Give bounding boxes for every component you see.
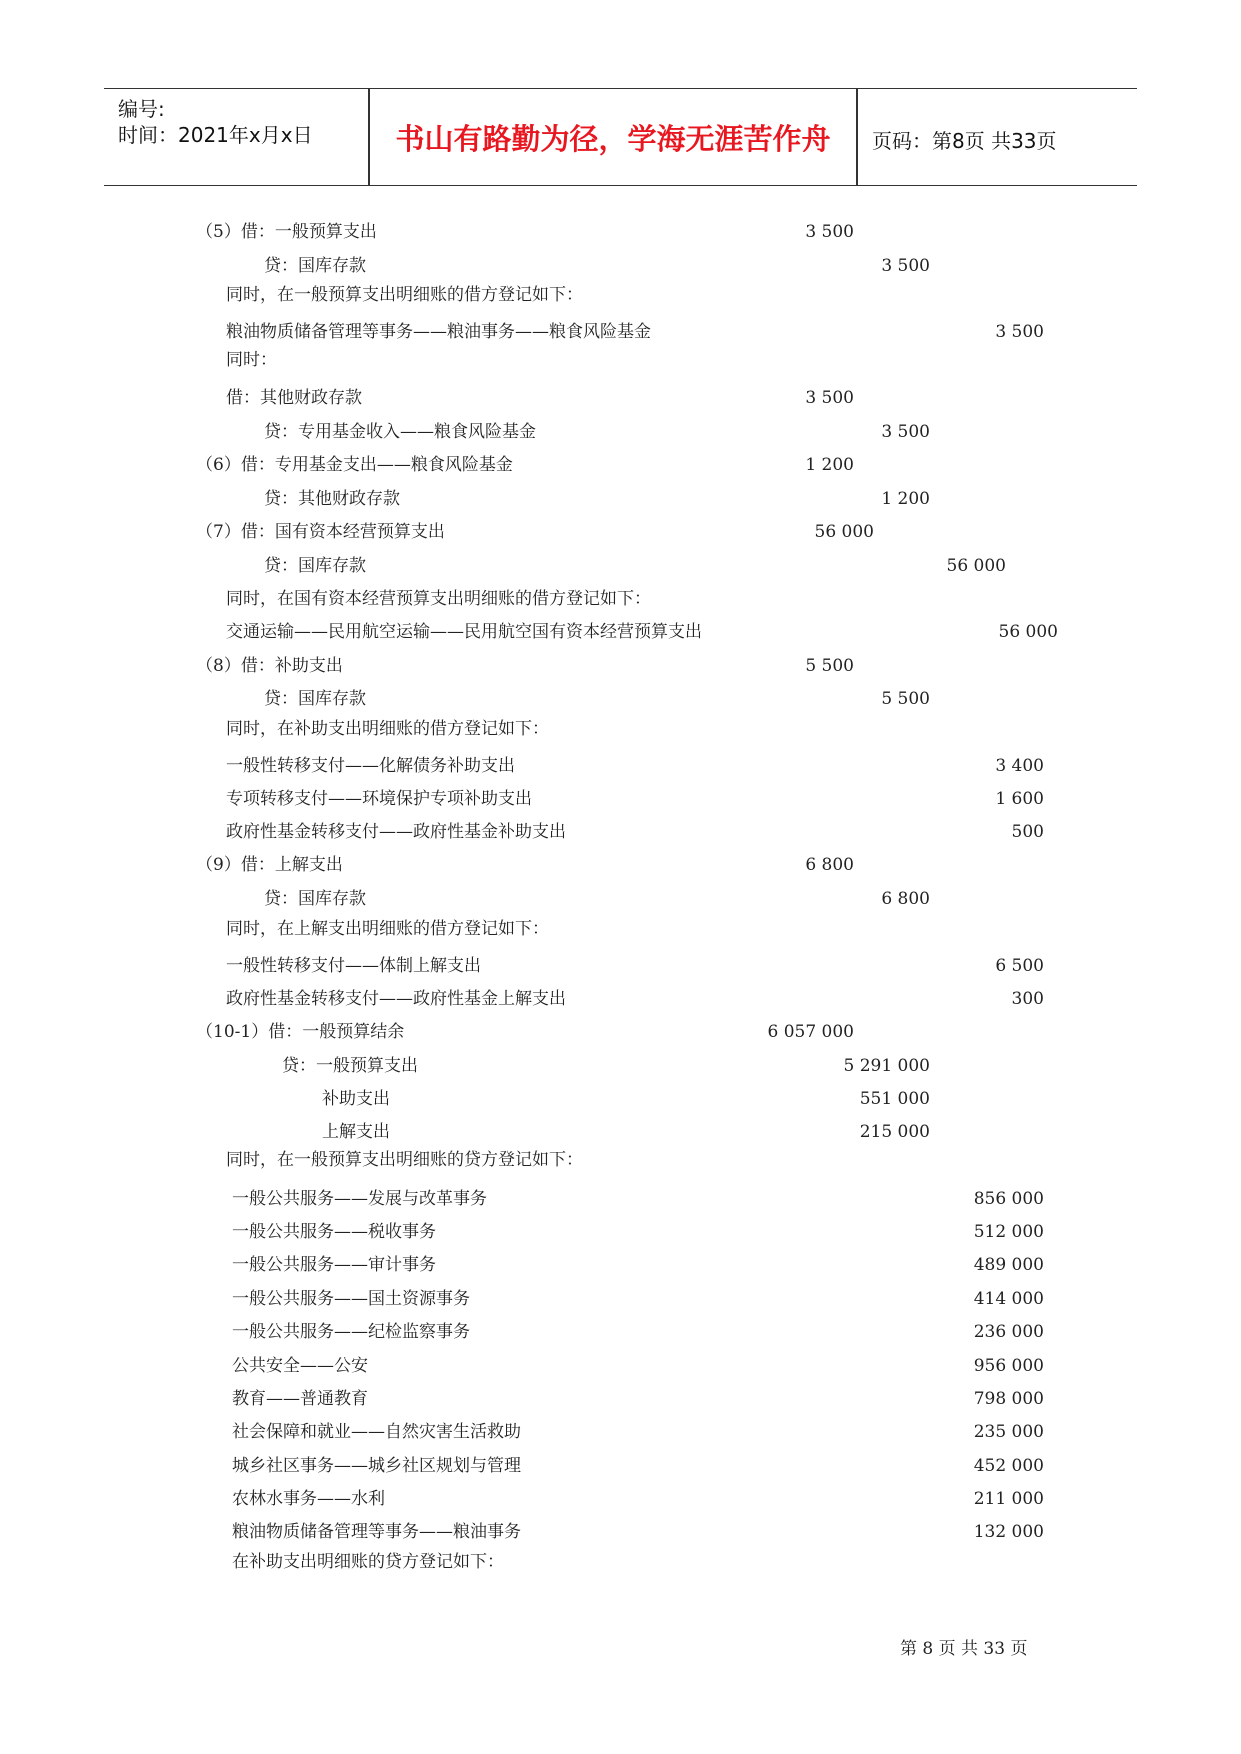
entry-line: （5）借：一般预算支出 [196,222,377,242]
page-label: 页码：第8页 共33页 [872,129,1057,153]
entry-line: 一般公共服务——发展与改革事务 [232,1189,487,1209]
entry-amount: 3 500 [805,222,854,242]
entry-amount: 3 400 [995,756,1044,776]
entry-line: 同时，在一般预算支出明细账的借方登记如下： [226,285,583,305]
entry-line: 城乡社区事务——城乡社区规划与管理 [232,1456,521,1476]
entry-line: 贷：国库存款 [264,689,366,709]
entry-line: 在补助支出明细账的贷方登记如下： [232,1552,504,1572]
entry-line: 贷：国库存款 [264,256,366,276]
entry-line: 教育——普通教育 [232,1389,368,1409]
entry-amount: 6 800 [805,855,854,875]
entry-amount: 489 000 [973,1255,1044,1275]
entry-line: 政府性基金转移支付——政府性基金补助支出 [226,822,566,842]
entry-line: 一般性转移支付——化解债务补助支出 [226,756,515,776]
entry-line: 社会保障和就业——自然灾害生活救助 [232,1422,521,1442]
entry-line: 政府性基金转移支付——政府性基金上解支出 [226,989,566,1009]
entry-line: 借：其他财政存款 [226,388,362,408]
entry-amount: 500 [1011,822,1044,842]
entry-line: 贷：国库存款 [264,556,366,576]
entry-amount: 236 000 [973,1322,1044,1342]
entry-line: 贷：国库存款 [264,889,366,909]
entry-amount: 215 000 [859,1122,930,1142]
entry-line: 同时，在上解支出明细账的借方登记如下： [226,919,549,939]
entry-amount: 3 500 [881,256,930,276]
entry-line: 农林水事务——水利 [232,1489,385,1509]
page-footer: 第 8 页 共 33 页 [900,1639,1028,1659]
entry-line: 专项转移支付——环境保护专项补助支出 [226,789,532,809]
entry-line: 公共安全——公安 [232,1356,368,1376]
entry-amount: 1 200 [881,489,930,509]
entry-amount: 3 500 [995,322,1044,342]
entry-line: （8）借：补助支出 [196,656,343,676]
header-motto: 书山有路勤为径，学海无涯苦作舟 [395,122,831,156]
entry-amount: 3 500 [881,422,930,442]
entry-amount: 5 500 [805,656,854,676]
entry-amount: 56 000 [814,522,874,542]
entry-line: 同时： [226,350,277,370]
entry-amount: 856 000 [973,1189,1044,1209]
entry-line: 同时，在国有资本经营预算支出明细账的借方登记如下： [226,589,651,609]
entry-line: 粮油物质储备管理等事务——粮油事务 [232,1522,521,1542]
header-divider [856,89,858,185]
entry-amount: 5 500 [881,689,930,709]
entry-line: 贷：专用基金收入——粮食风险基金 [264,422,536,442]
entry-line: 一般公共服务——审计事务 [232,1255,436,1275]
entry-amount: 300 [1011,989,1044,1009]
entry-line: 一般性转移支付——体制上解支出 [226,956,481,976]
entry-line: 补助支出 [322,1089,390,1109]
entry-amount: 956 000 [973,1356,1044,1376]
serial-label: 编号: [118,97,165,121]
entry-line: 一般公共服务——国土资源事务 [232,1289,470,1309]
entry-line: 同时，在补助支出明细账的借方登记如下： [226,719,549,739]
entry-amount: 798 000 [973,1389,1044,1409]
entry-amount: 56 000 [998,622,1058,642]
entry-line: 贷：一般预算支出 [282,1056,418,1076]
entry-amount: 452 000 [973,1456,1044,1476]
entry-amount: 3 500 [805,388,854,408]
entry-line: （7）借：国有资本经营预算支出 [196,522,445,542]
entry-line: 贷：其他财政存款 [264,489,400,509]
entry-amount: 6 500 [995,956,1044,976]
entry-amount: 551 000 [859,1089,930,1109]
entry-line: （9）借：上解支出 [196,855,343,875]
entry-line: （6）借：专用基金支出——粮食风险基金 [196,455,513,475]
entry-amount: 512 000 [973,1222,1044,1242]
entry-line: 粮油物质储备管理等事务——粮油事务——粮食风险基金 [226,322,651,342]
entry-line: 同时，在一般预算支出明细账的贷方登记如下： [226,1150,583,1170]
time-label: 时间：2021年x月x日 [118,123,313,147]
entry-amount: 1 600 [995,789,1044,809]
entry-amount: 211 000 [973,1489,1044,1509]
entry-line: 上解支出 [322,1122,390,1142]
entry-amount: 235 000 [973,1422,1044,1442]
entry-amount: 5 291 000 [843,1056,930,1076]
page-header [104,88,1137,186]
entry-line: 一般公共服务——税收事务 [232,1222,436,1242]
entry-amount: 414 000 [973,1289,1044,1309]
entry-amount: 56 000 [946,556,1006,576]
entry-amount: 6 057 000 [767,1022,854,1042]
entry-line: （10-1）借：一般预算结余 [196,1022,405,1042]
entry-line: 交通运输——民用航空运输——民用航空国有资本经营预算支出 [226,622,702,642]
entry-amount: 1 200 [805,455,854,475]
entry-amount: 6 800 [881,889,930,909]
entry-line: 一般公共服务——纪检监察事务 [232,1322,470,1342]
entry-amount: 132 000 [973,1522,1044,1542]
